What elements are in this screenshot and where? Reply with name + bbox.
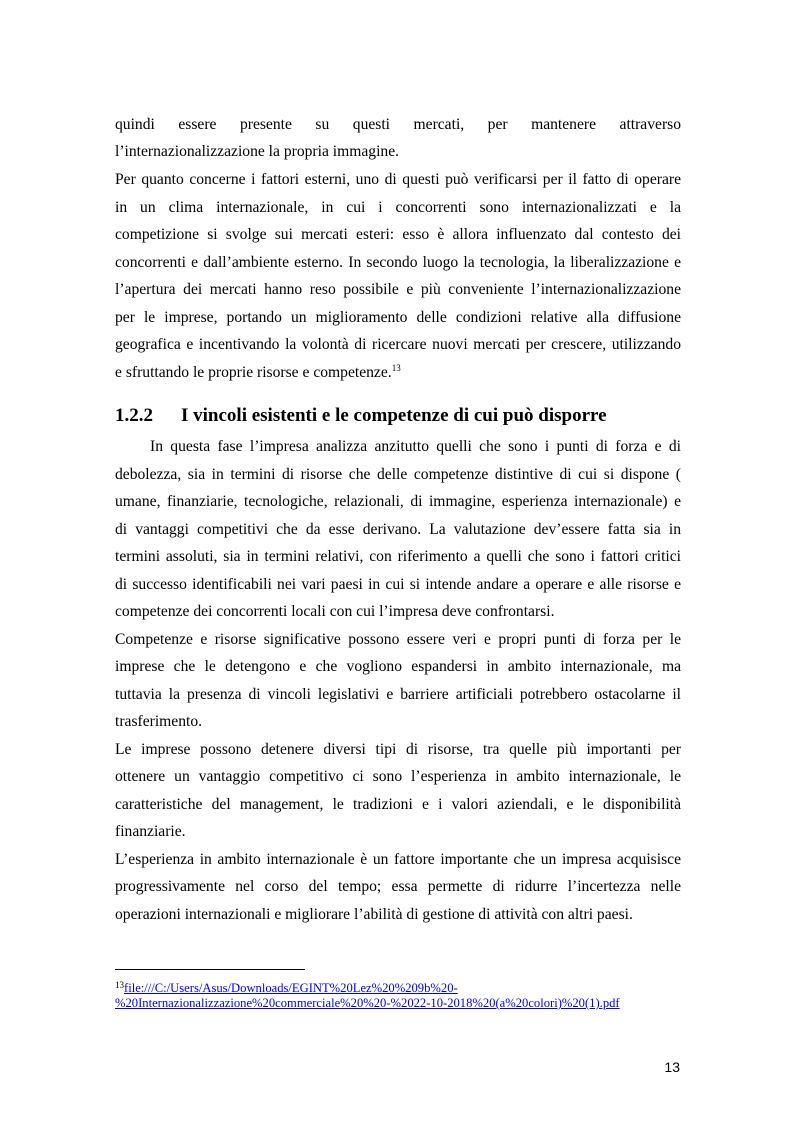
section-line: umane, finanziarie, tecnologiche, relazionali, di immagine, esperienza internazionale) e [115,493,681,510]
page-number: 13 [664,1059,680,1075]
body-line: in un clima internazionale, in cui i concorrenti sono internazionalizzati e la [115,199,681,216]
section-line: caratteristiche del management, le tradizioni e i valori aziendali, e le disponibilità [115,796,681,813]
section-line: debolezza, sia in termini di risorse che delle competenze distintive di cui si dispone ( [115,466,681,483]
body-line: per le imprese, portando un miglioramento delle condizioni relative alla diffusione [115,309,681,326]
body-line: geografica e incentivando la volontà di ricercare nuovi mercati per crescere, utilizzando [115,336,681,353]
section-line: ottenere un vantaggio competitivo ci sono l’esperienza in ambito internazionale, le [115,768,681,785]
section-line: finanziarie. [115,823,186,840]
section-line: imprese che le detengono e che vogliono espandersi in ambito internazionale, ma [115,658,681,675]
section-number: 1.2.2 [115,405,153,426]
section-line: Le imprese possono detenere diversi tipi di risorse, tra quelle più importanti per [115,741,681,758]
body-line-last [115,364,681,382]
body-line: Per quanto concerne i fattori esterni, uno di questi può verificarsi per il fatto di operare [115,171,681,188]
footnote-reference[interactable]: 13 [391,363,401,373]
footnote-link[interactable]: file:///C:/Users/Asus/Downloads/EGINT%20Lez%20%209b%20- [124,981,458,995]
section-line: termini assoluti, sia in termini relativi, con riferimento a quelli che sono i fattori critici [115,548,681,565]
footnote-number: 13 [115,980,124,990]
section-line: progressivamente nel corso del tempo; essa permette di ridurre l’incertezza nelle [115,878,681,895]
section-line: di successo identificabili nei vari paesi in cui si intende andare a operare e alle risorse e [115,576,681,593]
section-line: trasferimento. [115,713,203,730]
body-line-text: e sfruttando le proprie risorse e competenze. [115,364,392,381]
section-line: di vantaggi competitivi che da esse derivano. La valutazione dev’essere fatta sia in [115,521,681,538]
section-line: tuttavia la presenza di vincoli legislativi e barriere artificiali potrebbero ostacolarne il [115,686,681,703]
section-line: operazioni internazionali e migliorare l’abilità di gestione di attività con altri paesi. [115,906,633,923]
section-line: competenze dei concorrenti locali con cui l’impresa deve confrontarsi. [115,603,555,620]
footnote-separator [115,969,305,970]
body-line: quindi essere presente su questi mercati, per mantenere attraverso [115,116,681,133]
body-line: concorrenti e dall’ambiente esterno. In secondo luogo la tecnologia, la liberalizzazione e [115,254,681,271]
section-line: L’esperienza in ambito internazionale è un fattore importante che un impresa acquisisce [115,851,681,868]
section-heading [115,404,715,428]
body-line: competizione si svolge sui mercati esteri: esso è allora influenzato dal contesto dei [115,226,681,243]
section-title: I vincoli esistenti e le competenze di cui può disporre [181,405,607,426]
section-line: Competenze e risorse significative possono essere veri e propri punti di forza per le [115,631,681,648]
body-line: l’apertura dei mercati hanno reso possibile e più conveniente l’internazionalizzazione [115,281,681,298]
section-line: In questa fase l’impresa analizza anzitutto quelli che sono i punti di forza e di [150,438,681,455]
body-line: l’internazionalizzazione la propria immagine. [115,143,400,160]
footnote-link-continuation[interactable]: %20Internazionalizzazione%20commerciale%20%20-%2022-10-2018%20(a%20colori)%20(1).pdf [115,996,620,1010]
